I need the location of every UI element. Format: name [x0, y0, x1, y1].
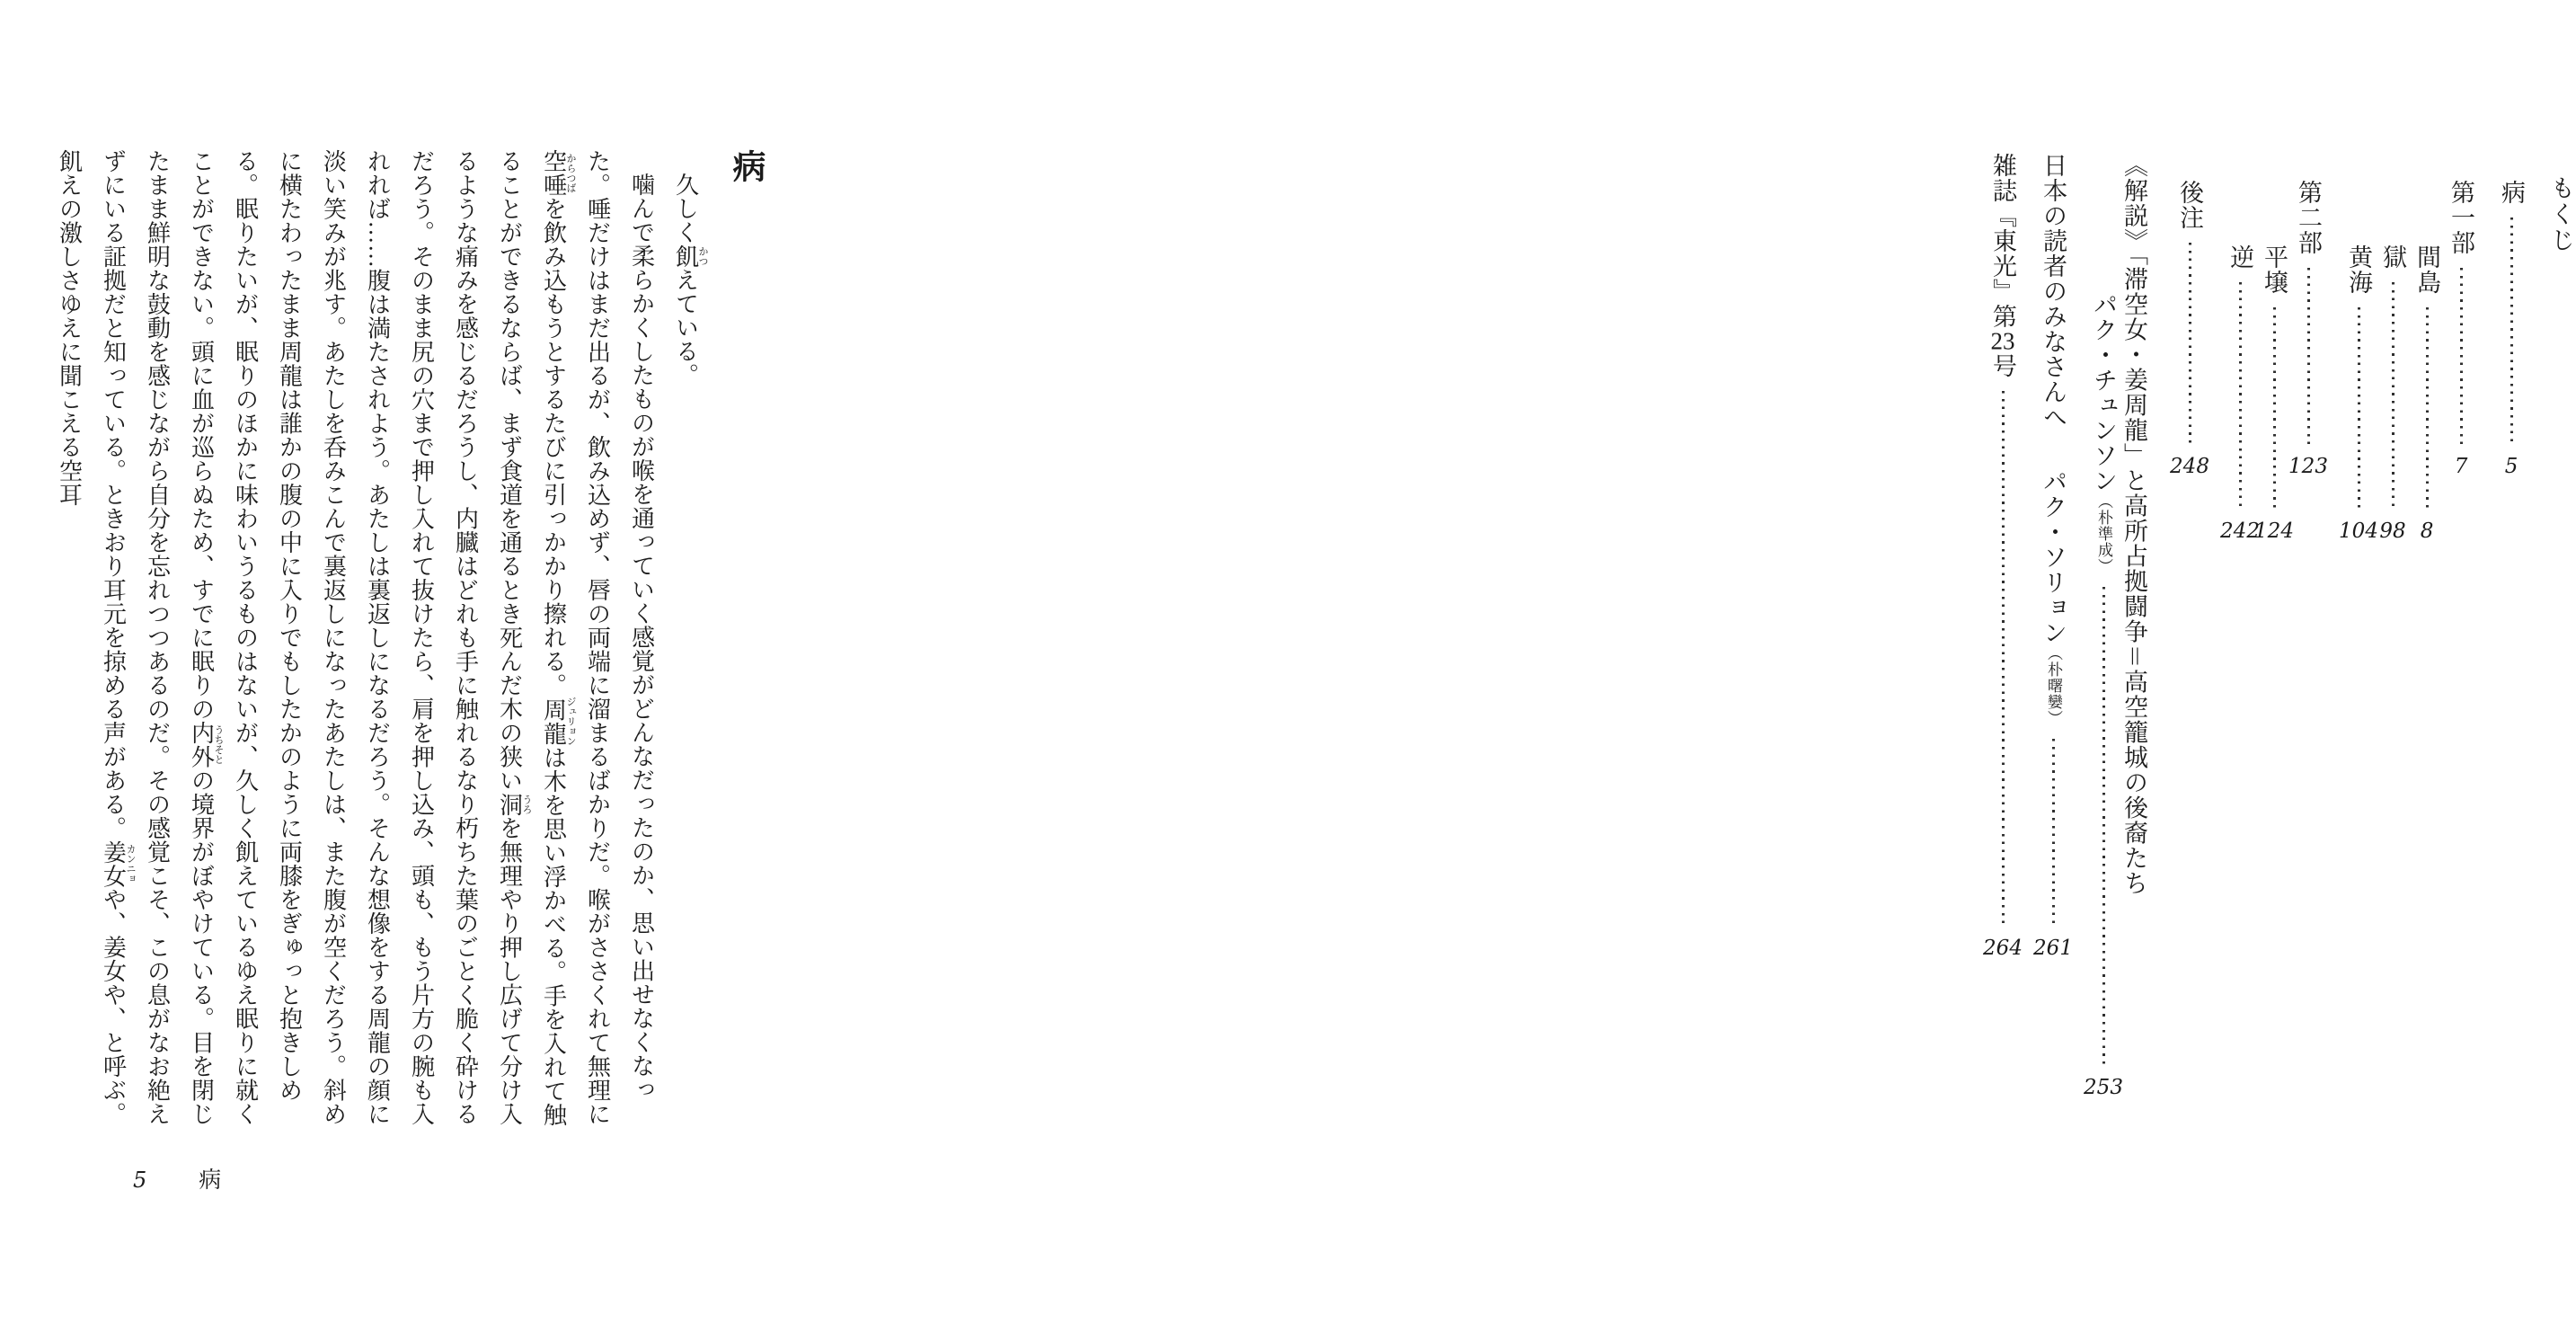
dotted-leader	[2052, 739, 2055, 926]
text-run: 第一部	[2448, 180, 2474, 255]
dotted-leader	[2392, 282, 2395, 509]
toc-page-number: 98	[2379, 519, 2406, 543]
toc-page-number: 242	[2220, 519, 2260, 543]
text-run: パク・ソリョン	[2040, 469, 2067, 645]
text-run: 噛んで柔らかくしたものが喉を通っていく感覚がどんなだったのか、思い出せなくなった。唾だけはまだ出るが、飲み込めず、唇の両端に溜まるばかりだ。喉がささくれて無理に	[584, 149, 655, 1126]
text-run: や、姜女や、と呼ぶ。飢えの激しさゆえに聞こえる空耳	[56, 149, 127, 1126]
page-toc	[899, 0, 2574, 1332]
toc-entry-label	[2446, 180, 2476, 255]
toc-entry-kaisetsu-author	[2084, 153, 2123, 1099]
text-run: 《解説》「滞空女・姜周龍」と高所占拠闘争＝高空籠城の後裔たち	[2120, 153, 2147, 896]
toc-entry-label	[2038, 153, 2068, 430]
dotted-leader	[2358, 307, 2360, 509]
toc-entry-goku	[2377, 153, 2408, 543]
furigana-term: 洞うろ	[496, 792, 532, 816]
dotted-leader	[2307, 268, 2310, 444]
toc-entry-kokai	[2339, 153, 2378, 543]
text-run: 逆	[2226, 244, 2253, 270]
toc-entry-label	[2343, 244, 2374, 295]
toc-page-number: 5	[2504, 455, 2518, 478]
text-run: 平壌	[2261, 244, 2288, 295]
page-chapter-start	[0, 0, 899, 1332]
toc-entry-label	[2174, 180, 2205, 230]
toc-entry-kando	[2412, 153, 2442, 543]
toc-entry-part-1	[2446, 153, 2476, 478]
toc-entry-label	[2496, 180, 2527, 205]
toc-entry-label	[2225, 244, 2255, 270]
text-run: 後注	[2176, 180, 2203, 230]
toc-header: もくじ	[2547, 175, 2574, 253]
text-run: パク・チュンソン	[2090, 292, 2117, 493]
toc-page-number: 264	[1983, 937, 2023, 960]
text-run: 久しく	[672, 173, 699, 244]
toc-entry-label	[2088, 292, 2119, 574]
toc-entry-label	[2293, 180, 2324, 255]
toc-page-number: 8	[2420, 519, 2434, 543]
toc-entry-kochu	[2170, 153, 2209, 478]
text-run: 間島	[2413, 244, 2440, 295]
text-run: 獄	[2379, 244, 2406, 270]
toc-entry-label	[2412, 244, 2442, 295]
text-run: の境界がぼやけている。目を閉じたまま鮮明な鼓動を感じながら自分を忘れつつあるのだ。その感覚こそ、この息がなお絶えずにいる証拠だと知っている。ときおり耳元を掠める声がある。	[100, 149, 215, 1126]
text-run: を飲み込もうとするたびに引っかかり擦れる。	[540, 197, 567, 697]
hanja-name: （朴準成）	[2095, 493, 2112, 574]
running-title: 病	[199, 1168, 222, 1193]
toc-entry-afterword	[2033, 153, 2073, 960]
chapter-body	[56, 149, 771, 1134]
text-run: を無理やり押し広げて分け入るような痛みを感じるだろうし、内臓はどれも手に触れるなり朽ちた葉のごとく脆く砕けるだろう。そのまま尻の穴まで押し入れて抜けたら、肩を押し込み、頭も、もう片方の腕も入れれば……腹は満たされよう。あたしは裏返しになるだろう。そんな想像をする周龍の顔に淡い笑みが兆す。あたしを呑みこんで裏返しになったあたしは、また腹が空くだろう。斜めに横たわったまま周龍は誰かの腹の中に入りでもしたかのように両膝をぎゅっと抱きしめる。眠りたいが、眠りのほかに味わいうるものはないが、久しく飢えているゆえ眠りに就くことができない。頭に血が巡らぬため、すでに眠りの	[188, 149, 523, 1126]
toc-entry-gyaku	[2220, 153, 2260, 543]
dotted-leader	[2189, 243, 2191, 444]
toc-entry-label	[2119, 153, 2149, 896]
toc-page-number: 123	[2288, 455, 2328, 478]
chapter-title: 病	[727, 149, 764, 182]
toc-entry-label	[1987, 153, 2018, 378]
toc-page-number: 248	[2170, 455, 2209, 478]
toc-entry-kaisetsu-title	[2119, 153, 2149, 960]
dotted-leader	[2002, 391, 2005, 926]
table-of-contents	[1952, 153, 2576, 1099]
toc-page-number: 261	[2033, 937, 2073, 960]
furigana-term: 内外うちそと	[188, 721, 224, 768]
text-run: 黄海	[2345, 244, 2372, 295]
toc-entry-label	[2259, 244, 2289, 295]
tatechuyoko-number: 23	[1990, 329, 2015, 353]
dotted-leader	[2102, 587, 2105, 1065]
furigana-term: 周龍ジュリョン	[540, 697, 576, 746]
toc-page-number: 253	[2084, 1076, 2123, 1099]
text-run: 病	[2498, 180, 2525, 205]
toc-entry-magazine	[1983, 153, 2023, 960]
dotted-leader	[2510, 218, 2513, 444]
toc-entry-part-2	[2288, 153, 2328, 478]
toc-page-number: 104	[2339, 519, 2378, 543]
page-footer	[133, 1162, 221, 1194]
dotted-leader	[2239, 282, 2242, 509]
text-run: 日本の読者のみなさんへ	[2040, 153, 2067, 430]
text-run: 雑誌『東光』第	[1989, 153, 2016, 329]
furigana-term: 空唾からつば	[540, 149, 576, 197]
toc-entry-label	[2377, 244, 2408, 270]
dotted-leader	[2273, 307, 2276, 509]
toc-page-number: 7	[2454, 455, 2468, 478]
toc-entry-yamai	[2496, 153, 2527, 478]
hanja-name: （朴曙孌）	[2045, 645, 2062, 726]
text-run: 第二部	[2295, 180, 2322, 255]
text-run: は木を思い浮かべる。手を入れて触ることができるならば、まず食道を通るとき死んだ木の狭い	[496, 149, 567, 1127]
page-number: 5	[133, 1168, 147, 1193]
label-spacer	[2038, 430, 2068, 469]
text-run: えている。	[672, 268, 699, 387]
toc-page-number: 124	[2254, 519, 2294, 543]
furigana-term: 飢かつ	[672, 244, 708, 268]
dotted-leader	[2426, 307, 2429, 509]
text-run: 号	[1989, 353, 2016, 378]
furigana-term: 姜女カンニョ	[100, 839, 136, 888]
toc-entry-heijo	[2254, 153, 2294, 543]
paragraph-2	[48, 149, 664, 1134]
toc-entry-author	[2038, 469, 2068, 726]
dotted-leader	[2460, 268, 2463, 444]
paragraph-1	[664, 149, 709, 1134]
